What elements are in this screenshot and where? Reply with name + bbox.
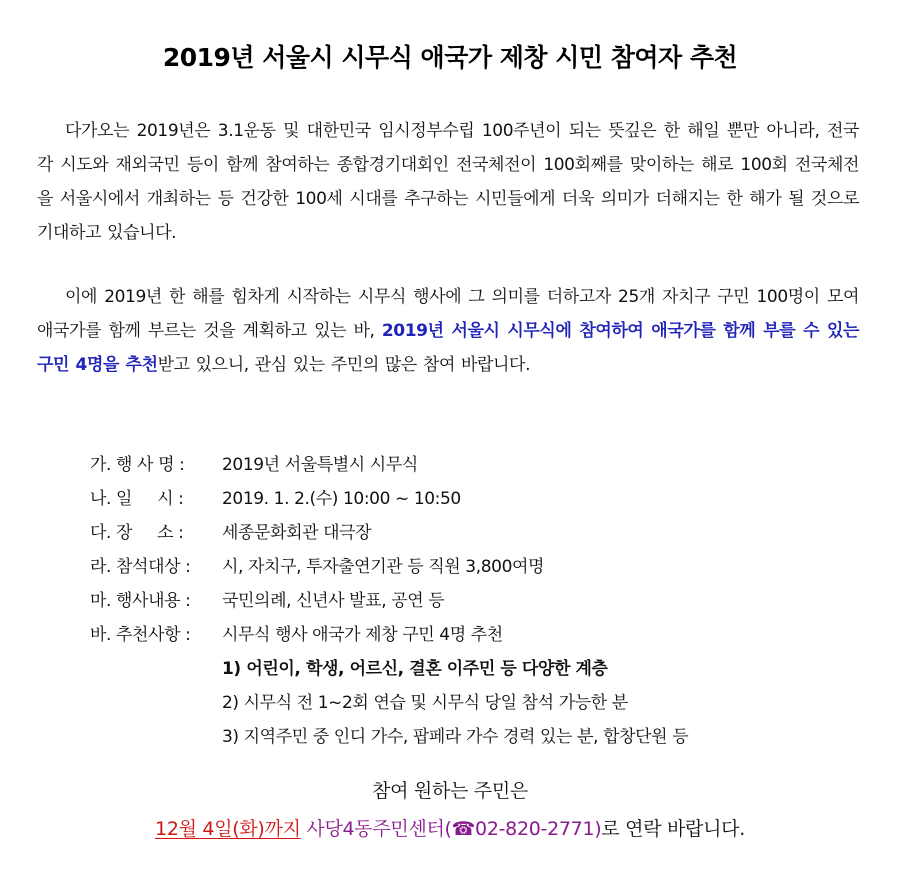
request-text-after: 받고 있으니, 관심 있는 주민의 많은 참여 바랍니다. xyxy=(157,355,531,375)
contact-text: 사당4동주민센터(☎02-820-2771) xyxy=(306,818,602,840)
recommendation-item: 3) 지역주민 중 인디 가수, 팝페라 가수 경력 있는 분, 합창단원 등 xyxy=(222,727,689,747)
detail-value: 시무식 행사 애국가 제창 구민 4명 추천 xyxy=(222,625,503,645)
detail-label: 마. 행사내용 : xyxy=(90,591,191,611)
detail-label: 가. 행 사 명 : xyxy=(90,455,185,475)
document-title: 2019년 서울시 시무식 애국가 제창 시민 참여자 추천 xyxy=(162,43,738,72)
detail-value: 2019년 서울특별시 시무식 xyxy=(222,455,418,475)
detail-label: 나. 일 시 : xyxy=(90,489,184,509)
detail-label: 바. 추천사항 : xyxy=(90,625,191,645)
detail-label: 라. 참석대상 : xyxy=(90,557,191,577)
deadline-text: 12월 4일(화)까지 xyxy=(155,818,301,840)
detail-value: 2019. 1. 2.(수) 10:00 ~ 10:50 xyxy=(222,489,461,509)
request-text-before: 이에 2019년 한 해를 힘차게 시작하는 시무식 행사에 그 의미를 더하고자 25개 자치구 구민 100명이 모여 애국가를 함께 부르는 것을 계획하고 있는 바, xyxy=(37,287,859,341)
detail-label: 다. 장 소 : xyxy=(90,523,184,543)
intro-paragraph: 다가오는 2019년은 3.1운동 및 대한민국 임시정부수립 100주년이 되는 뜻깊은 한 해일 뿐만 아니라, 전국 각 시도와 재외국민 등이 함께 참여하는 종합경기대회인 전국체전이 100회째를 맞이하는 해로 100회 전국체전을 서울시에서 개최하는 등 건강한 100세 시대를 추구하는 시민들에게 더욱 의미가 더해지는 한 해가 될 것으로 기대하고 있습니다. xyxy=(37,121,859,243)
detail-row-recommendation xyxy=(90,618,870,652)
detail-row-event-name xyxy=(90,448,870,482)
event-details xyxy=(90,448,870,754)
recommendation-item: 2) 시무식 전 1~2회 연습 및 시무식 당일 참석 가능한 분 xyxy=(222,693,628,713)
contact-line xyxy=(0,814,900,841)
contact-suffix: 로 연락 바랍니다. xyxy=(601,818,745,840)
request-paragraph xyxy=(37,280,859,382)
detail-value: 세종문화회관 대극장 xyxy=(222,523,372,543)
detail-row-attendees xyxy=(90,550,870,584)
closing-line: 참여 원하는 주민은 xyxy=(372,780,528,802)
request-highlight: 2019년 서울시 시무식에 참여하여 애국가를 함께 부를 수 있는 구민 4명을 추천 xyxy=(37,321,859,375)
detail-row-program xyxy=(90,584,870,618)
detail-row-datetime xyxy=(90,482,870,516)
recommendation-item: 1) 어린이, 학생, 어르신, 결혼 이주민 등 다양한 계층 xyxy=(222,659,608,679)
detail-value: 시, 자치구, 투자출연기관 등 직원 3,800여명 xyxy=(222,557,545,577)
detail-value: 국민의례, 신년사 발표, 공연 등 xyxy=(222,591,445,611)
detail-row-venue xyxy=(90,516,870,550)
